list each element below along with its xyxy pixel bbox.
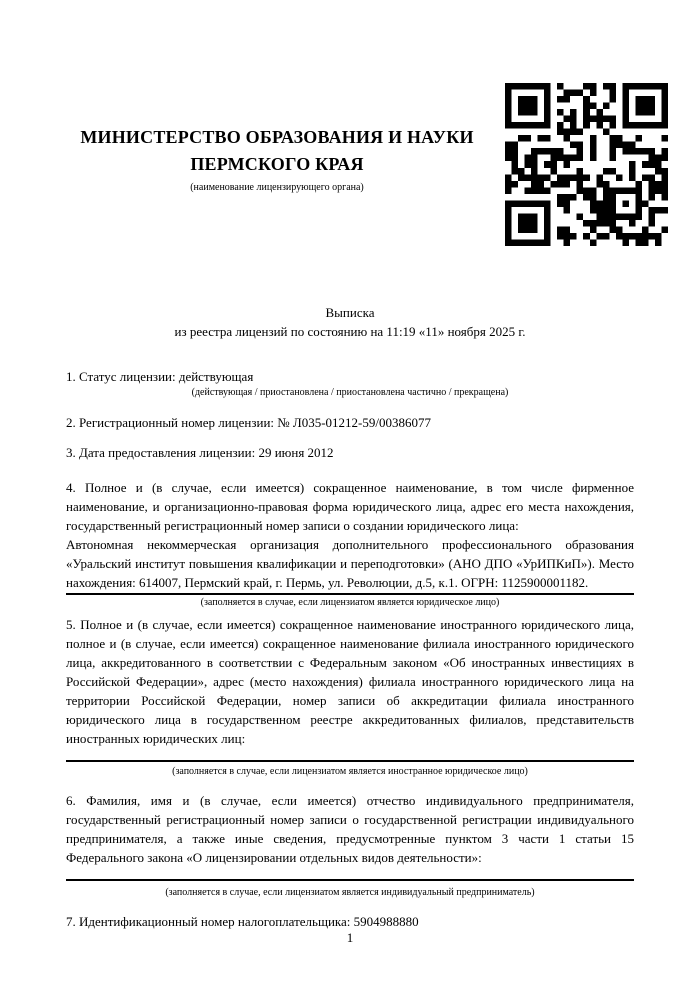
field-registration-number: 2. Регистрационный номер лицензии: № Л035-01212-59/00386077: [66, 415, 432, 430]
page-number: 1: [346, 930, 354, 945]
document-body: [66, 303, 634, 931]
ministry-name-caption: (наименование лицензирующего органа): [190, 182, 364, 193]
ministry-name-line2: ПЕРМСКОГО КРАЯ: [190, 154, 364, 174]
field-foreign-entity-label: 5. Полное и (в случае, если имеется) сокращенное наименование иностранного юридического лица, полное и (в случае, если имеется) сокращенное наименование филиала иностранного юридического лица, аккредитованного в соответствии с Федеральным законом «Об иностранных инвестициях в Российской Федерации», адрес (место нахождения) филиала иностранного юридического лица на территории Российской Федерации, номер записи об аккредитации филиала иностранного юридического лица в государственном реестре аккредитованных филиалов, представительств иностранных юридических лиц:: [66, 617, 634, 746]
field-legal-entity-caption: (заполняется в случае, если лицензиатом является юридическое лицо): [200, 597, 500, 608]
field-grant-date: 3. Дата предоставления лицензии: 29 июня 2012: [66, 445, 334, 460]
field-foreign-entity-caption: (заполняется в случае, если лицензиатом является иностранное юридическое лицо): [172, 766, 528, 777]
field-license-status: 1. Статус лицензии: действующая: [66, 369, 254, 384]
field-individual-entrepreneur-blank-line: [66, 867, 634, 881]
document-title-line1: Выписка: [325, 305, 375, 320]
field-foreign-entity: [66, 615, 634, 762]
ministry-name-line1: МИНИСТЕРСТВО ОБРАЗОВАНИЯ И НАУКИ: [80, 127, 474, 147]
field-individual-entrepreneur: [66, 791, 634, 881]
field-legal-entity-label: 4. Полное и (в случае, если имеется) сокращенное наименование, в том числе фирменное наименование, и организационно-правовая форма юридического лица, адрес его места нахождения, государственный регистрационный номер записи о создании юридического лица:: [66, 480, 634, 533]
field-legal-entity-value: Автономная некоммерческая организация дополнительного профессионального образования «Уральский институт повышения квалификации и переподготовки» (АНО ДПО «УрИПКиП»). Место нахождения: 614007, Пермский край, г. Пермь, ул. Революции, д.5, к.1. ОГРН: 1125900001182.: [66, 537, 634, 590]
qr-code: [505, 83, 668, 246]
field-individual-entrepreneur-label: 6. Фамилия, имя и (в случае, если имеется) отчество индивидуального предпринимателя, государственный регистрационный номер записи о государственной регистрации индивидуального предпринимателя, а также иные сведения, предусмотренные пунктом 3 части 1 статьи 15 Федерального закона «О лицензировании отдельных видов деятельности»:: [66, 793, 634, 865]
field-taxpayer-number: 7. Идентификационный номер налогоплательщика: 5904988880: [66, 914, 419, 929]
document-title-line2: из реестра лицензий по состоянию на 11:19 «11» ноября 2025 г.: [174, 324, 526, 339]
field-legal-entity: [66, 478, 634, 595]
field-foreign-entity-blank-line: [66, 748, 634, 762]
field-individual-entrepreneur-caption: (заполняется в случае, если лицензиатом является индивидуальный предприниматель): [165, 887, 535, 898]
field-license-status-caption: (действующая / приостановлена / приостановлена частично / прекращена): [191, 387, 509, 398]
licensing-authority-header: [64, 124, 490, 195]
document-title: [66, 303, 634, 341]
